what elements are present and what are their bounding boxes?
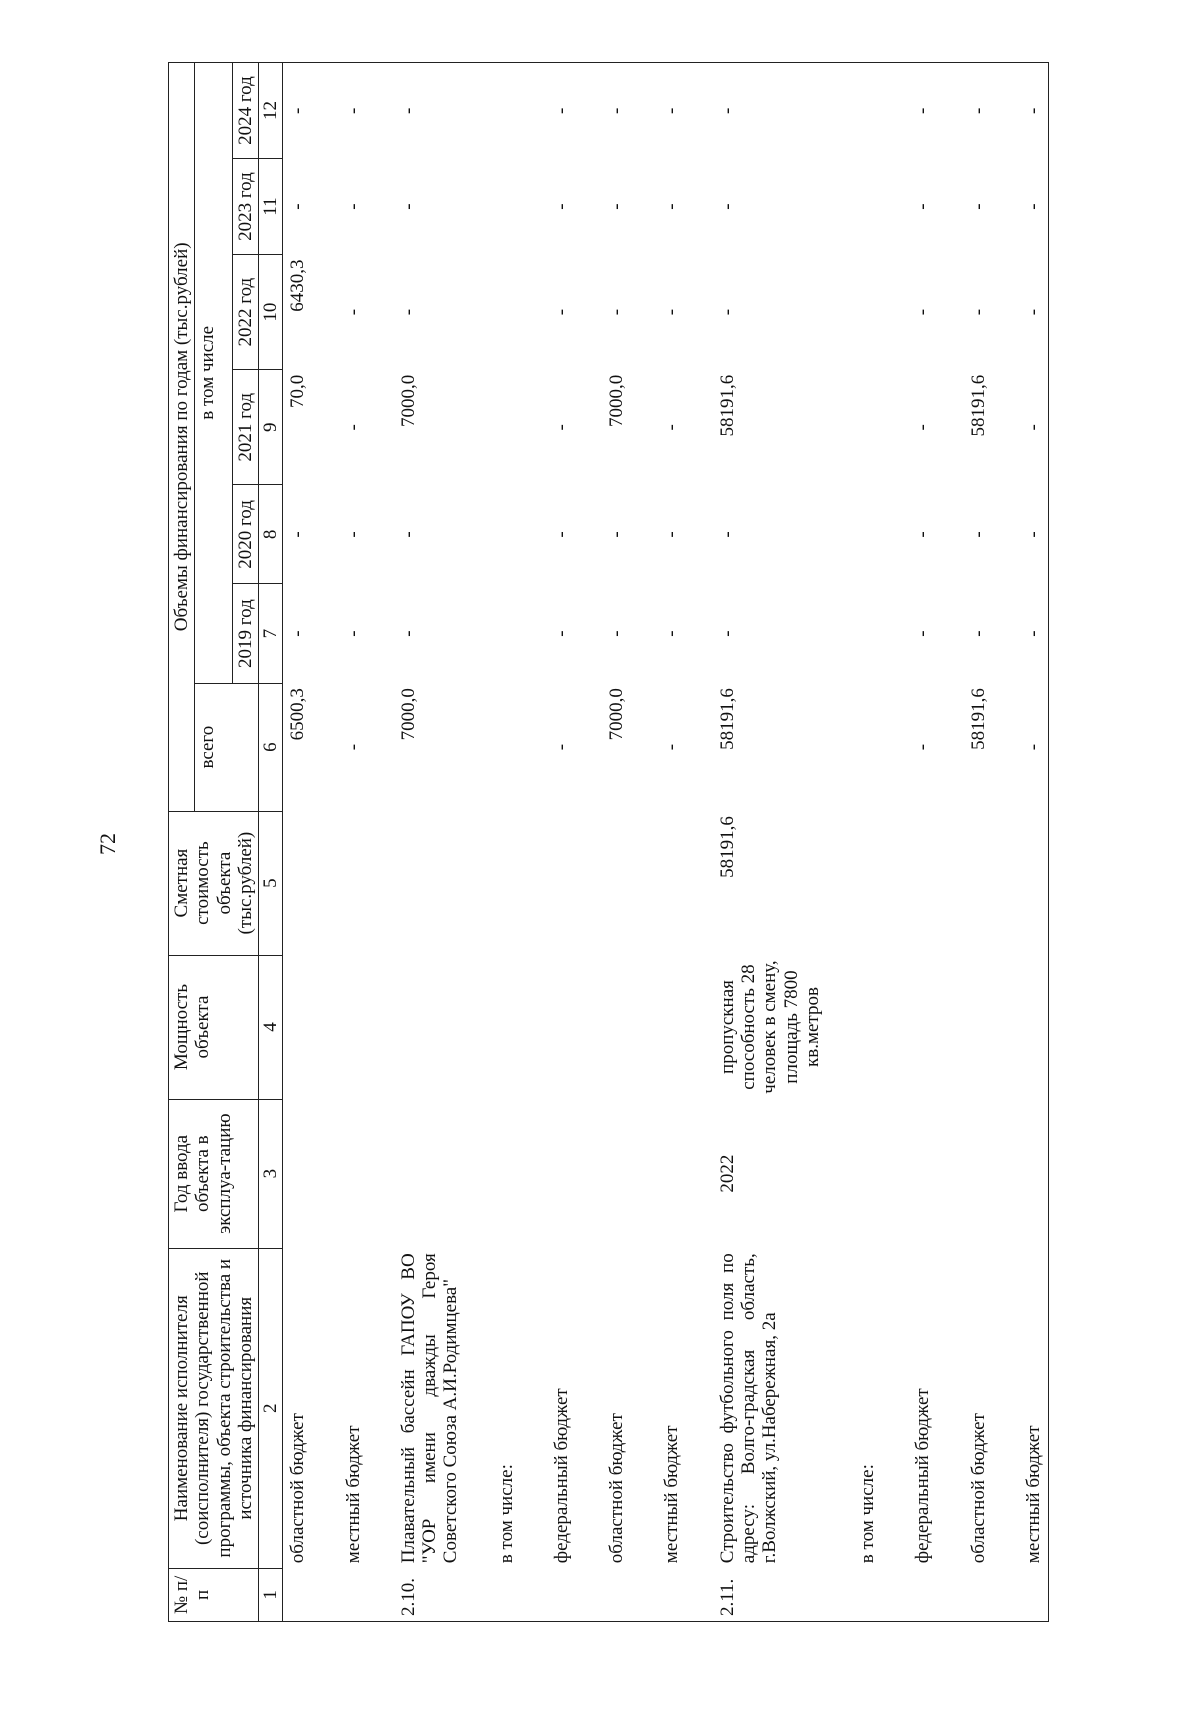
- row-2024: -: [394, 63, 466, 159]
- row-name: областной бюджет: [967, 1413, 989, 1564]
- header-2023: 2023 год: [232, 159, 258, 255]
- row-total: 6500,3: [287, 688, 309, 741]
- row-2022: -: [716, 308, 738, 316]
- table-row: [964, 63, 993, 1622]
- row-2021: 7000,0: [397, 374, 419, 427]
- table-header: [169, 63, 283, 1622]
- table-row: [908, 63, 937, 1622]
- row-2020: -: [716, 531, 738, 538]
- column-number: 8: [259, 485, 283, 584]
- row-2024: -: [283, 63, 313, 159]
- column-number: 6: [259, 683, 283, 811]
- column-number: 3: [259, 1099, 283, 1248]
- table-row: [853, 63, 882, 1622]
- row-number: [1019, 1568, 1049, 1621]
- financing-table-container: [168, 62, 1048, 1622]
- row-2024: -: [547, 63, 576, 159]
- row-2023: -: [550, 203, 572, 210]
- row-2020: -: [397, 531, 419, 538]
- header-capacity: Мощность объекта: [169, 955, 259, 1099]
- row-2019: -: [912, 630, 934, 637]
- row-total: -: [342, 743, 364, 751]
- row-name: областной бюджет: [606, 1413, 628, 1564]
- table-row: [492, 63, 521, 1622]
- row-number: [339, 1568, 368, 1621]
- table-row: [283, 63, 313, 1622]
- row-2023: -: [661, 203, 683, 210]
- row-year: 2022: [716, 1154, 738, 1193]
- row-2023: -: [287, 203, 309, 210]
- row-2024: -: [908, 63, 937, 159]
- row-2024: -: [964, 63, 993, 159]
- column-number: 4: [259, 955, 283, 1099]
- header-2021: 2021 год: [232, 370, 258, 485]
- row-2020: -: [967, 531, 989, 538]
- row-cost: [283, 811, 313, 955]
- column-number: 7: [259, 584, 283, 683]
- row-2023: -: [342, 203, 364, 210]
- row-2021: -: [342, 424, 364, 431]
- row-2022: -: [967, 308, 989, 316]
- header-name: Наименование исполнителя (соисполнителя) государственной программы, объекта строительства и источника финансирования: [169, 1248, 259, 1568]
- row-2023: -: [606, 203, 628, 210]
- row-2019: -: [550, 630, 572, 637]
- row-capacity: пропускная способность 28 человек в смену, площадь 7800 кв.метров: [716, 960, 823, 1094]
- row-number: [602, 1568, 631, 1621]
- row-2022: -: [661, 308, 683, 316]
- row-2019: -: [342, 630, 364, 637]
- header-total: всего: [195, 683, 259, 811]
- row-2020: -: [912, 531, 934, 538]
- row-2024: -: [1019, 63, 1049, 159]
- row-number: 2.10.: [394, 1568, 466, 1621]
- row-name: местный бюджет: [661, 1425, 683, 1564]
- row-2019: -: [967, 630, 989, 637]
- row-year: [283, 1099, 313, 1248]
- row-name: местный бюджет: [342, 1425, 364, 1564]
- row-2020: -: [550, 531, 572, 538]
- column-number: 11: [259, 159, 283, 255]
- header-estimated-cost: Сметная стоимость объекта (тыс.рублей): [169, 811, 259, 955]
- row-2021: 7000,0: [606, 374, 628, 427]
- row-number: [964, 1568, 993, 1621]
- row-number: [853, 1568, 882, 1621]
- column-number-row: [259, 63, 283, 1622]
- row-cost: [339, 811, 368, 955]
- row-2021: 70,0: [287, 374, 309, 408]
- table-row: [657, 63, 686, 1622]
- row-total: 7000,0: [397, 688, 419, 741]
- row-2021: 58191,6: [967, 374, 989, 437]
- row-number: [908, 1568, 937, 1621]
- header-including: в том числе: [195, 63, 233, 684]
- row-2021: 58191,6: [716, 374, 738, 437]
- row-2020: -: [606, 531, 628, 538]
- column-number: 1: [259, 1568, 283, 1621]
- row-2024: -: [602, 63, 631, 159]
- table-row: [713, 63, 827, 1622]
- row-2019: -: [1019, 584, 1049, 683]
- row-name: в том числе:: [857, 1464, 879, 1564]
- row-number: [283, 1568, 313, 1621]
- row-2020: -: [287, 531, 309, 538]
- table-row: [1019, 63, 1049, 1622]
- row-2019: -: [397, 630, 419, 637]
- header-financing-volumes: Объемы финансирования по годам (тыс.рублей): [169, 63, 195, 812]
- row-2021: -: [550, 424, 572, 431]
- table-row: [602, 63, 631, 1622]
- row-total: -: [912, 743, 934, 751]
- row-total: -: [661, 743, 683, 751]
- header-2019: 2019 год: [232, 584, 258, 683]
- row-total: 7000,0: [606, 688, 628, 741]
- column-number: 9: [259, 370, 283, 485]
- column-number: 2: [259, 1248, 283, 1568]
- row-2021: -: [1019, 370, 1049, 485]
- page-number: 72: [95, 833, 120, 855]
- row-2019: -: [287, 630, 309, 637]
- column-number: 12: [259, 63, 283, 159]
- row-2022: -: [550, 308, 572, 316]
- row-capacity: [394, 955, 466, 1099]
- row-name: областной бюджет: [287, 1413, 309, 1564]
- row-capacity: [283, 955, 313, 1099]
- row-2020: -: [661, 531, 683, 538]
- row-2024: -: [713, 63, 827, 159]
- table-row: [547, 63, 576, 1622]
- row-number: 2.11.: [713, 1568, 827, 1621]
- row-2021: -: [661, 424, 683, 431]
- row-total: 58191,6: [716, 688, 738, 750]
- row-2023: -: [967, 203, 989, 210]
- row-2019: -: [661, 630, 683, 637]
- row-2022: -: [1019, 255, 1049, 370]
- column-number: 5: [259, 811, 283, 955]
- row-2024: -: [339, 63, 368, 159]
- row-name: в том числе:: [495, 1464, 517, 1564]
- header-number: № п/п: [169, 1568, 259, 1621]
- row-2022: -: [912, 308, 934, 316]
- row-name: Строительство футбольного поля по адресу: Волго-градская область, г.Волжский, ул.Набережная, 2а: [716, 1253, 781, 1564]
- row-year: [339, 1099, 368, 1248]
- row-2021: -: [912, 424, 934, 431]
- row-number: [547, 1568, 576, 1621]
- row-2019: -: [716, 630, 738, 637]
- row-2022: -: [606, 308, 628, 316]
- table-row: [339, 63, 368, 1622]
- row-capacity: [339, 955, 368, 1099]
- table-row: [394, 63, 466, 1622]
- row-name: местный бюджет: [1019, 1248, 1049, 1568]
- row-2023: -: [716, 203, 738, 210]
- row-number: [657, 1568, 686, 1621]
- header-2024: 2024 год: [232, 63, 258, 159]
- row-total: -: [550, 743, 572, 751]
- column-number: 10: [259, 255, 283, 370]
- header-commission-year: Год ввода объекта в эксплуа-тацию: [169, 1099, 259, 1248]
- row-2019: -: [606, 630, 628, 637]
- row-number: [492, 1568, 521, 1621]
- row-2024: -: [657, 63, 686, 159]
- row-total: 58191,6: [967, 688, 989, 750]
- table-body: [283, 63, 1049, 1622]
- row-total: -: [1019, 683, 1049, 811]
- row-2023: -: [1019, 159, 1049, 255]
- row-2023: -: [397, 203, 419, 210]
- row-2023: -: [912, 203, 934, 210]
- financing-table: [168, 62, 1049, 1622]
- row-2022: -: [342, 308, 364, 316]
- row-name: федеральный бюджет: [550, 1388, 572, 1564]
- row-year: [394, 1099, 466, 1248]
- row-2022: -: [397, 308, 419, 316]
- row-2020: -: [1019, 485, 1049, 584]
- row-name: Плавательный бассейн ГАПОУ ВО "УОР имени дважды Героя Советского Союза А.И.Родимцева": [397, 1253, 462, 1564]
- row-2020: -: [342, 531, 364, 538]
- header-2020: 2020 год: [232, 485, 258, 584]
- row-cost: [394, 811, 466, 955]
- row-2022: 6430,3: [287, 259, 309, 312]
- row-cost: 58191,6: [716, 816, 738, 878]
- header-2022: 2022 год: [232, 255, 258, 370]
- row-name: федеральный бюджет: [912, 1388, 934, 1564]
